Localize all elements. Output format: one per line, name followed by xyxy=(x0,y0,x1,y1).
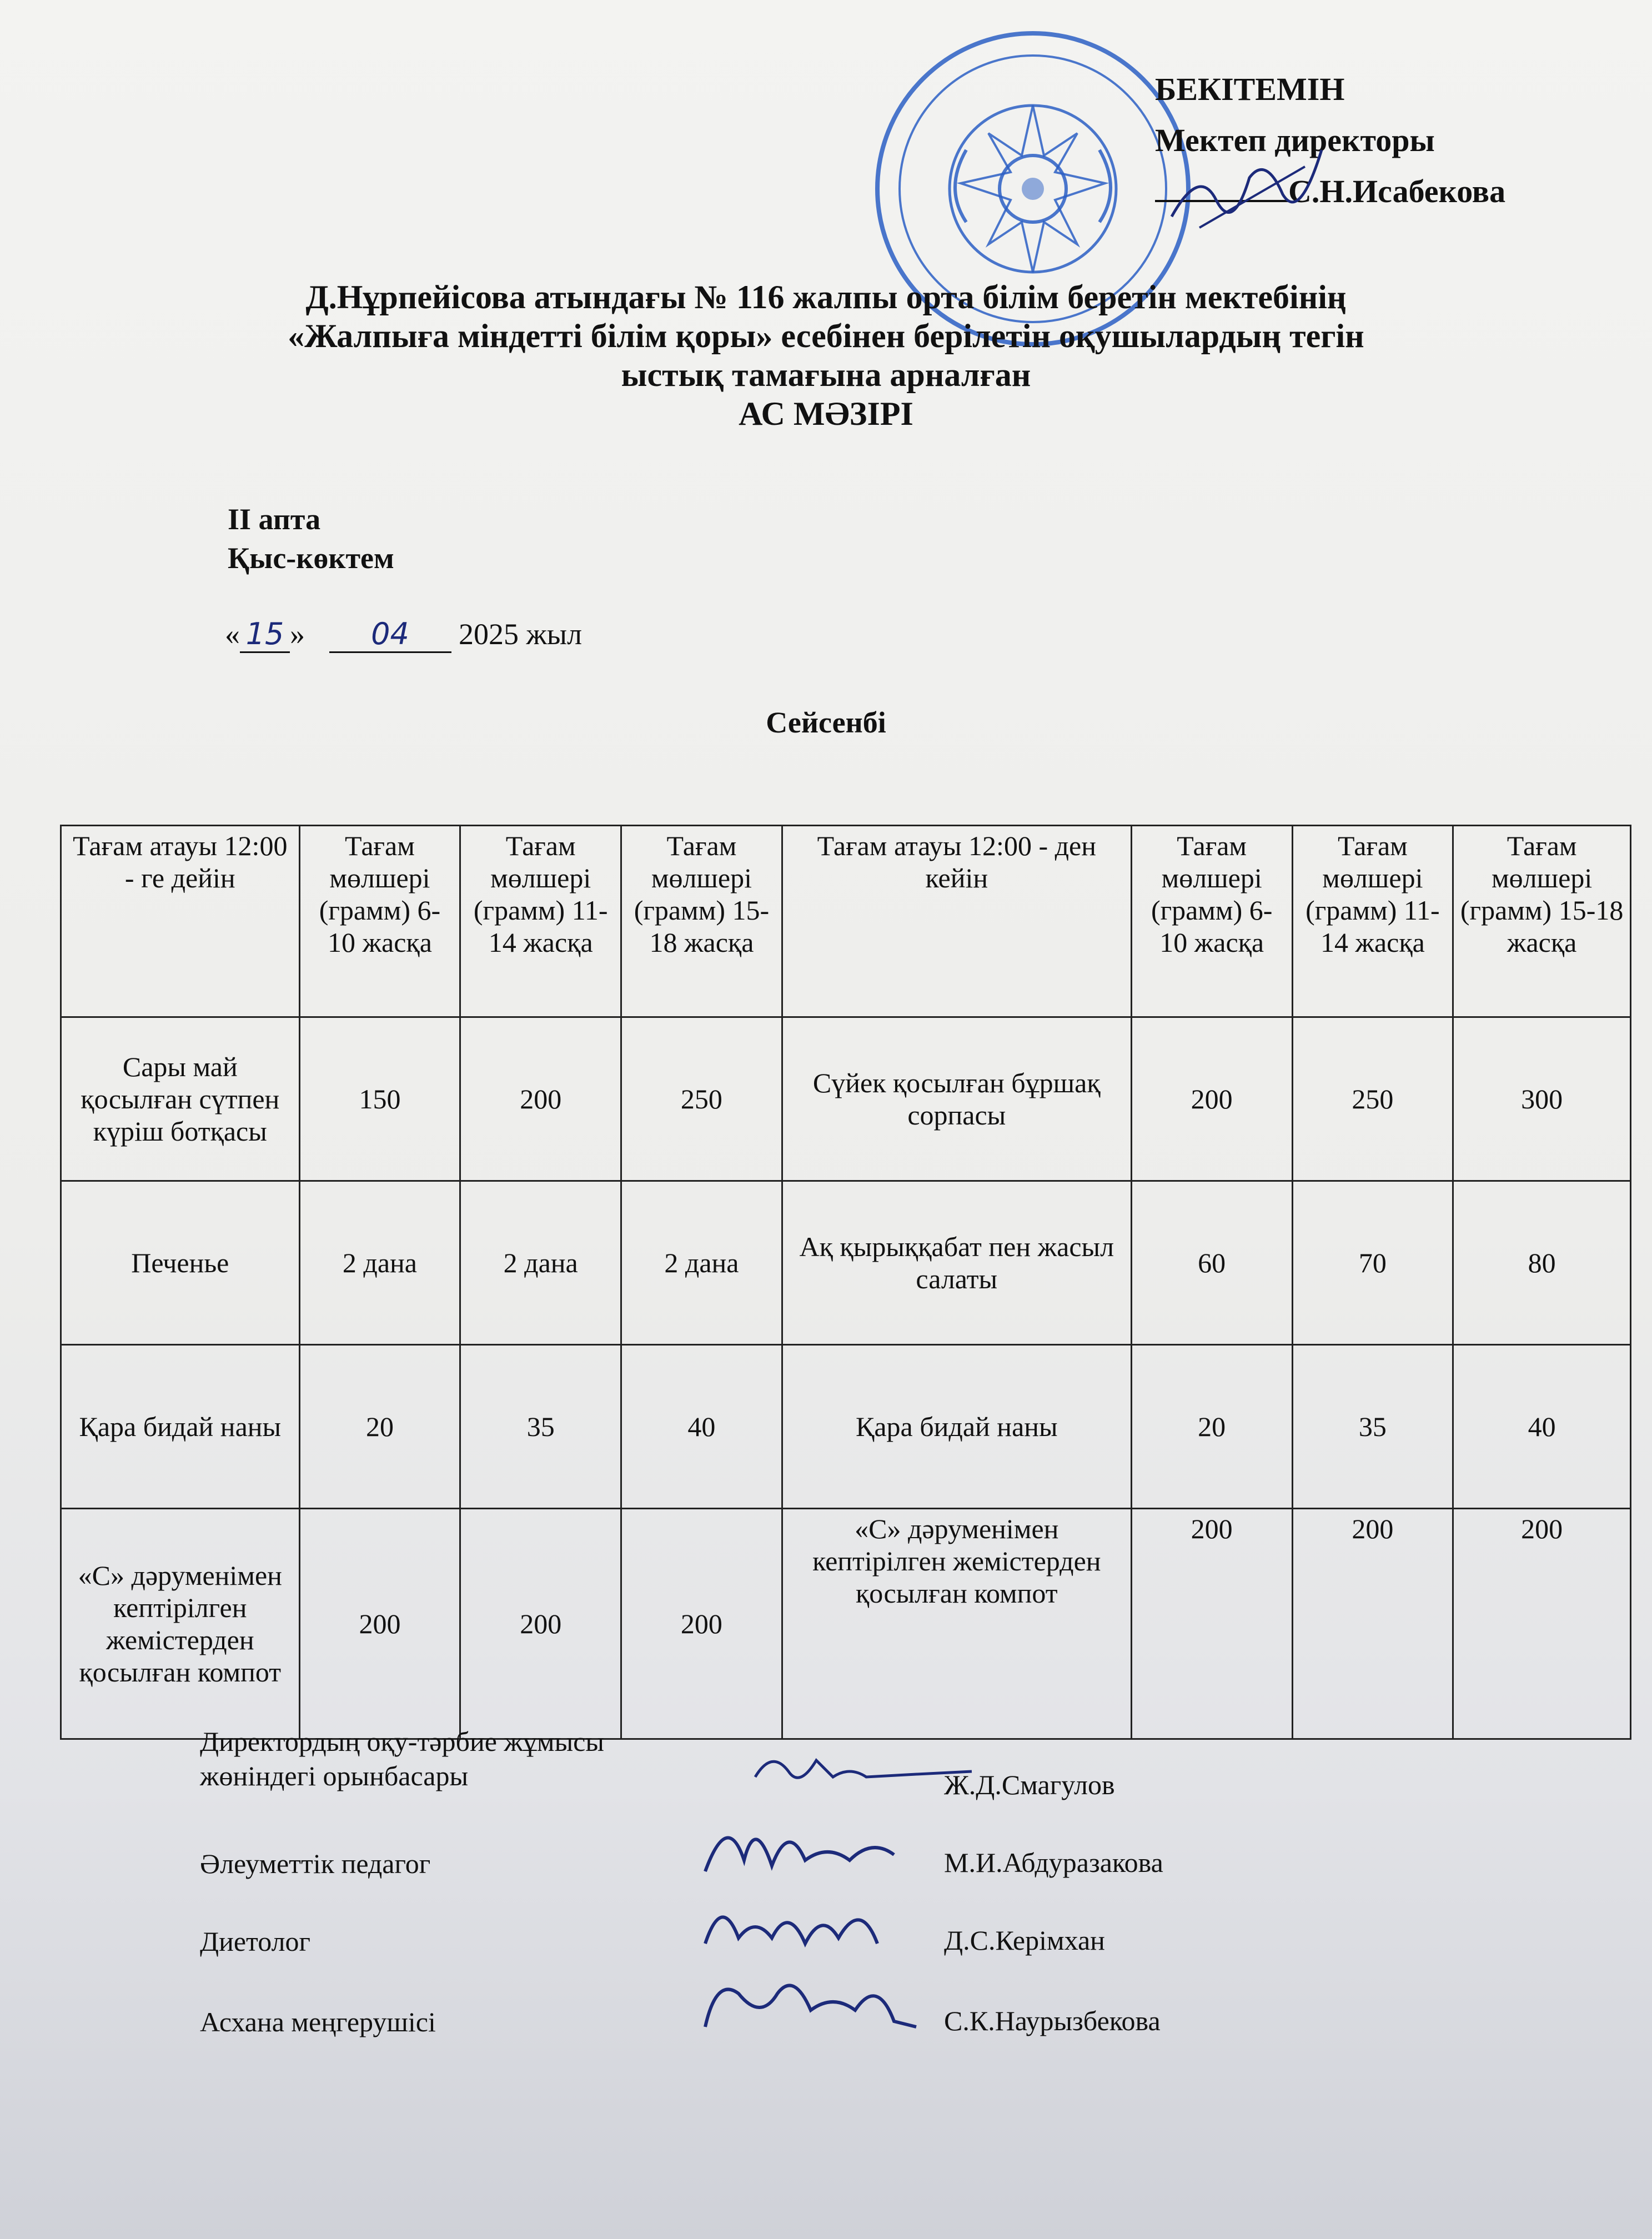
approval-heading: БЕКІТЕМІН xyxy=(1155,71,1345,107)
table-cell: 40 xyxy=(621,1345,782,1509)
week-label: II апта xyxy=(228,503,321,536)
signatory-name: М.И.Абдуразакова xyxy=(944,1847,1163,1878)
header-cell: Тағам мөлшері (грамм) 15-18 жасқа xyxy=(621,826,782,1017)
table-cell: 200 xyxy=(1131,1509,1292,1739)
table-cell: 200 xyxy=(1131,1017,1292,1181)
signatory-role: Әлеуметтік педагог xyxy=(200,1848,431,1879)
day-of-week: Сейсенбі xyxy=(766,706,886,739)
table-header-row xyxy=(61,826,1631,1017)
signature-image xyxy=(750,1727,983,1805)
table-cell: Сары май қосылған сүтпен күріш ботқасы xyxy=(61,1017,300,1181)
header-cell: Тағам мөлшері (грамм) 11-14 жасқа xyxy=(460,826,621,1017)
table-cell: 250 xyxy=(1292,1017,1453,1181)
table-cell: 200 xyxy=(460,1509,621,1739)
table-row xyxy=(61,1181,1631,1345)
signatory-name: С.К.Наурызбекова xyxy=(944,2005,1161,2036)
table-cell: 60 xyxy=(1131,1181,1292,1345)
table-cell: 80 xyxy=(1453,1181,1631,1345)
table-cell: 200 xyxy=(621,1509,782,1739)
director-signature xyxy=(1166,133,1333,244)
table-cell: 200 xyxy=(1292,1509,1453,1739)
table-cell: 2 дана xyxy=(621,1181,782,1345)
table-cell: 35 xyxy=(1292,1345,1453,1509)
table-cell: Печенье xyxy=(61,1181,300,1345)
table-cell: 150 xyxy=(299,1017,460,1181)
header-cell: Тағам мөлшері (грамм) 11-14 жасқа xyxy=(1292,826,1453,1017)
table-cell: Ақ қырыққабат пен жасыл салаты xyxy=(782,1181,1131,1345)
header-cell: Тағам атауы 12:00 - ге дейін xyxy=(61,826,300,1017)
table-cell: 2 дана xyxy=(299,1181,460,1345)
signatory-role: Директордың оқу-тәрбие жұмысы жөніндегі орынбасары xyxy=(200,1726,604,1791)
document-title xyxy=(0,278,1652,433)
table-cell: 35 xyxy=(460,1345,621,1509)
date-line xyxy=(225,616,582,653)
table-row xyxy=(61,1509,1631,1739)
table-cell: 20 xyxy=(1131,1345,1292,1509)
header-cell: Тағам мөлшері (грамм) 6-10 жасқа xyxy=(299,826,460,1017)
title-line-2: «Жалпыға міндетті білім қоры» есебінен берілетін оқушылардың тегін xyxy=(288,318,1364,354)
signatory-role: Асхана меңгерушісі xyxy=(200,2006,436,2037)
approval-position: Мектеп директоры xyxy=(1155,122,1435,158)
signatory-role: Диетолог xyxy=(200,1926,311,1957)
table-cell: Сүйек қосылған бұршақ сорпасы xyxy=(782,1017,1131,1181)
table-cell: Қара бидай наны xyxy=(782,1345,1131,1509)
signatory-name: Д.С.Керімхан xyxy=(944,1925,1105,1956)
menu-table xyxy=(60,825,1631,1740)
table-cell: 70 xyxy=(1292,1181,1453,1345)
header-cell: Тағам атауы 12:00 - ден кейін xyxy=(782,826,1131,1017)
title-line-4: АС МӘЗІРІ xyxy=(739,395,913,432)
title-line-3: ыстық тамағына арналған xyxy=(621,357,1031,393)
date-year: 2025 жыл xyxy=(459,618,583,651)
date-day: 15 xyxy=(240,616,290,653)
date-open-quote: « xyxy=(225,618,240,651)
table-row xyxy=(61,1345,1631,1509)
table-cell: 200 xyxy=(1453,1509,1631,1739)
period-info xyxy=(228,500,394,578)
table-cell: 20 xyxy=(299,1345,460,1509)
table-cell: 200 xyxy=(460,1017,621,1181)
table-cell: «С» дәруменімен кептірілген жемістерден қосылған компот xyxy=(782,1509,1131,1739)
approval-name: С.Н.Исабекова xyxy=(1288,173,1506,209)
table-cell: «С» дәруменімен кептірілген жемістерден қосылған компот xyxy=(61,1509,300,1739)
table-cell: 200 xyxy=(299,1509,460,1739)
table-cell: Қара бидай наны xyxy=(61,1345,300,1509)
signature-image xyxy=(694,1805,927,1882)
date-month: 04 xyxy=(329,616,451,653)
header-cell: Тағам мөлшері (грамм) 6-10 жасқа xyxy=(1131,826,1292,1017)
signatory-name: Ж.Д.Смагулов xyxy=(944,1769,1115,1800)
signature-image xyxy=(694,1882,927,1960)
title-line-1: Д.Нұрпейісова атындағы № 116 жалпы орта білім беретін мектебінің xyxy=(305,279,1347,315)
header-cell: Тағам мөлшері (грамм) 15-18 жасқа xyxy=(1453,826,1631,1017)
table-cell: 40 xyxy=(1453,1345,1631,1509)
table-cell: 2 дана xyxy=(460,1181,621,1345)
table-cell: 300 xyxy=(1453,1017,1631,1181)
table-row xyxy=(61,1017,1631,1181)
season-label: Қыс-көктем xyxy=(228,541,394,575)
table-cell: 250 xyxy=(621,1017,782,1181)
date-close-quote: » xyxy=(290,618,305,651)
signature-image xyxy=(694,1960,927,2038)
